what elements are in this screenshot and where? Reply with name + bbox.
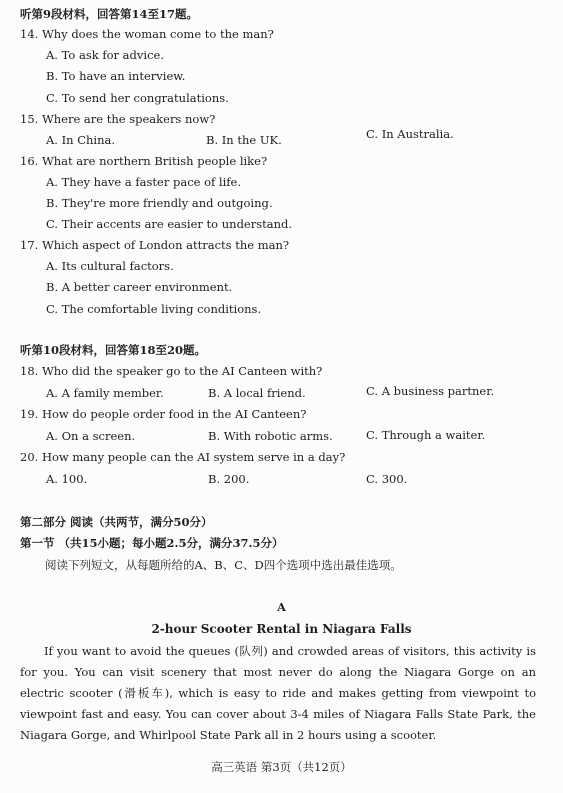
q20-stem: 20. How many people can the AI system serve in a day? — [20, 450, 346, 464]
part2-section1: 第一节 （共15小题；每小题2.5分，满分37.5分） — [20, 536, 284, 550]
q16-stem: 16. What are northern British people like? — [20, 154, 268, 168]
q18-option-c: C. A business partner. — [366, 384, 495, 398]
q17-option-b: B. A better career environment. — [46, 280, 233, 294]
passage-letter: A — [277, 600, 286, 614]
passage-title: 2-hour Scooter Rental in Niagara Falls — [151, 622, 412, 636]
q18-stem: 18. Who did the speaker go to the AI Canteen with? — [20, 364, 323, 378]
q14-option-a: A. To ask for advice. — [46, 48, 164, 62]
passage-text: If you want to avoid the queues (队列) and crowded areas of visitors, this activity is for you. You can visit scenery that most never do along the Niagara Gorge on an electric scooter (滑板车), which is easy to ride and makes getting from viewpoint to viewpoint fast and easy. You can cover about 3-4 miles of Niagara Falls State Park, the Niagara Gorge, and Whirlpool State Park all in 2 hours using a scooter. — [20, 644, 536, 742]
section10-header: 听第10段材料，回答第18至20题。 — [20, 343, 207, 357]
q15-option-b: B. In the UK. — [206, 133, 282, 147]
q14-option-c: C. To send her congratulations. — [46, 91, 229, 105]
q17-option-a: A. Its cultural factors. — [46, 259, 174, 273]
q15-option-c: C. In Australia. — [366, 127, 454, 141]
q20-option-c: C. 300. — [366, 472, 408, 486]
q20-option-a: A. 100. — [46, 472, 88, 486]
section9-header: 听第9段材料，回答第14至17题。 — [20, 7, 199, 21]
page-footer: 高三英语 第3页（共12页） — [211, 760, 352, 774]
q16-option-b: B. They're more friendly and outgoing. — [46, 196, 273, 210]
q18-option-b: B. A local friend. — [208, 386, 306, 400]
q19-option-b: B. With robotic arms. — [208, 429, 333, 443]
q17-stem: 17. Which aspect of London attracts the man? — [20, 238, 290, 252]
q17-option-c: C. The comfortable living conditions. — [46, 302, 262, 316]
q16-option-c: C. Their accents are easier to understand. — [46, 217, 293, 231]
q19-option-c: C. Through a waiter. — [366, 428, 486, 442]
q19-option-a: A. On a screen. — [46, 429, 136, 443]
passage-paragraph — [20, 641, 536, 746]
q14-stem: 14. Why does the woman come to the man? — [20, 27, 274, 41]
q15-stem: 15. Where are the speakers now? — [20, 112, 216, 126]
q18-option-a: A. A family member. — [46, 386, 164, 400]
q14-option-b: B. To have an interview. — [46, 69, 186, 83]
part2-title: 第二部分 阅读（共两节，满分50分） — [20, 515, 213, 529]
part2-instruction: 阅读下列短文，从每题所给的A、B、C、D四个选项中选出最佳选项。 — [45, 558, 402, 572]
q16-option-a: A. They have a faster pace of life. — [46, 175, 242, 189]
q20-option-b: B. 200. — [208, 472, 250, 486]
q15-option-a: A. In China. — [46, 133, 116, 147]
q19-stem: 19. How do people order food in the AI Canteen? — [20, 407, 307, 421]
